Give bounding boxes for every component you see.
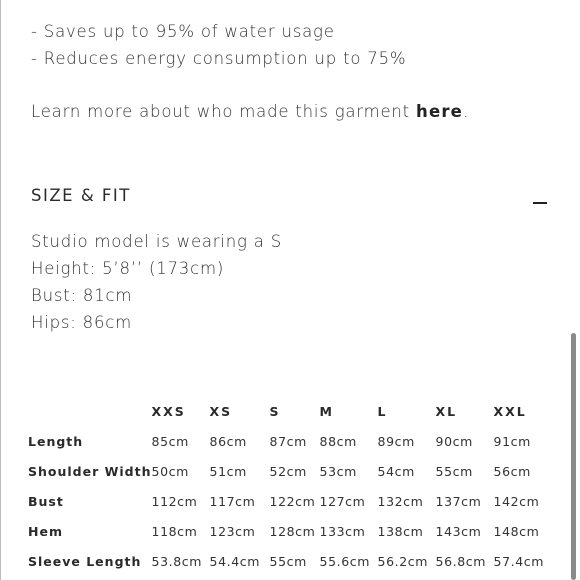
size-fit-accordion-header[interactable] <box>31 186 551 214</box>
table-row <box>28 486 552 516</box>
table-cell: 50cm <box>151 463 189 479</box>
header-blank <box>28 396 152 426</box>
table-cell: 148cm <box>493 523 540 539</box>
table-cell: 55cm <box>435 463 473 479</box>
row-label-shoulder-width: Shoulder Width <box>28 463 152 479</box>
table-cell: 89cm <box>377 433 415 449</box>
table-row <box>28 546 552 576</box>
table-cell: 56.2cm <box>377 553 428 569</box>
table-cell: 57.4cm <box>493 553 544 569</box>
table-cell: 132cm <box>377 493 424 509</box>
table-cell: 55.6cm <box>319 553 370 569</box>
row-label-hem: Hem <box>28 523 63 539</box>
learn-more-prefix: Learn more about who made this garment <box>31 102 416 121</box>
bullet-water: - Saves up to 95% of water usage <box>31 22 335 41</box>
header-size-xxs: XXS <box>151 403 186 419</box>
table-cell: 123cm <box>209 523 256 539</box>
model-hips-line: Hips: 86cm <box>31 313 133 332</box>
header-size-s: S <box>269 403 281 419</box>
header-size-m: M <box>319 403 334 419</box>
table-cell: 54.4cm <box>209 553 260 569</box>
table-cell: 138cm <box>377 523 424 539</box>
model-size-line: Studio model is wearing a S <box>31 232 283 251</box>
model-bust-line: Bust: 81cm <box>31 286 133 305</box>
table-cell: 112cm <box>151 493 198 509</box>
table-row <box>28 516 552 546</box>
table-cell: 128cm <box>269 523 316 539</box>
table-cell: 133cm <box>319 523 366 539</box>
table-cell: 117cm <box>209 493 256 509</box>
table-cell: 56.8cm <box>435 553 486 569</box>
table-cell: 86cm <box>209 433 247 449</box>
table-cell: 54cm <box>377 463 415 479</box>
table-cell: 87cm <box>269 433 307 449</box>
table-cell: 53.8cm <box>151 553 202 569</box>
table-cell: 53cm <box>319 463 357 479</box>
table-cell: 88cm <box>319 433 357 449</box>
model-height-line: Height: 5’8’’ (173cm) <box>31 259 225 278</box>
learn-more-suffix: . <box>463 102 470 121</box>
table-cell: 55cm <box>269 553 307 569</box>
table-cell: 90cm <box>435 433 473 449</box>
size-fit-title: SIZE & FIT <box>31 186 131 205</box>
header-size-xl: XL <box>435 403 458 419</box>
vertical-scrollbar[interactable] <box>571 333 576 580</box>
table-row <box>28 426 552 456</box>
table-cell: 91cm <box>493 433 531 449</box>
table-cell: 137cm <box>435 493 482 509</box>
size-chart-table <box>28 396 552 576</box>
header-size-l: L <box>377 403 388 419</box>
left-divider <box>0 0 1 580</box>
row-label-length: Length <box>28 433 84 449</box>
bullet-energy: - Reduces energy consumption up to 75% <box>31 49 407 68</box>
table-cell: 85cm <box>151 433 189 449</box>
learn-more-link[interactable]: here <box>416 102 464 121</box>
table-row <box>28 456 552 486</box>
table-cell: 122cm <box>269 493 316 509</box>
row-label-bust: Bust <box>28 493 64 509</box>
table-cell: 51cm <box>209 463 247 479</box>
table-cell: 52cm <box>269 463 307 479</box>
table-cell: 118cm <box>151 523 198 539</box>
learn-more-text <box>31 102 469 121</box>
table-cell: 56cm <box>493 463 531 479</box>
table-cell: 143cm <box>435 523 482 539</box>
row-label-sleeve-length: Sleeve Length <box>28 553 142 569</box>
header-size-xxl: XXL <box>493 403 527 419</box>
minus-icon[interactable] <box>533 202 547 204</box>
size-header-row <box>28 396 552 426</box>
table-cell: 127cm <box>319 493 366 509</box>
header-size-xs: XS <box>209 403 233 419</box>
table-cell: 142cm <box>493 493 540 509</box>
